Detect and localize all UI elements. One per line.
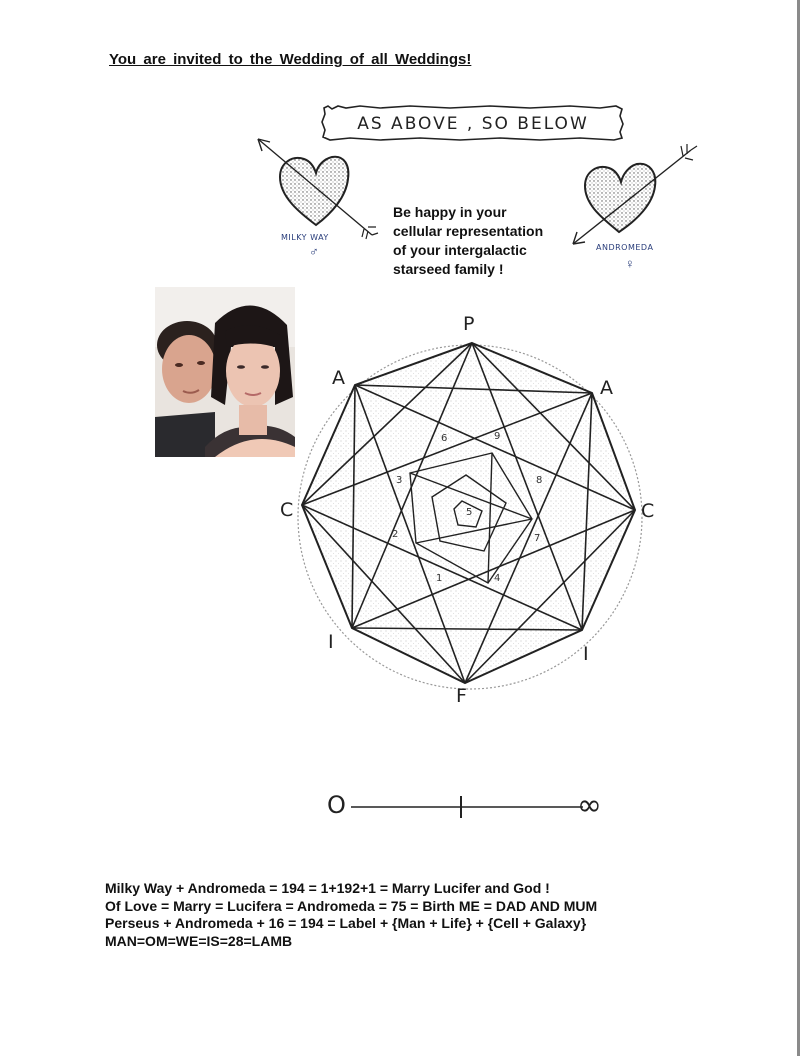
equation-line: Perseus + Andromeda + 16 = 194 = Label + {Man + Life} + {Cell + Galaxy} [105,915,587,931]
equation-line: MAN=OM=WE=IS=28=LAMB [105,932,293,949]
inner-number: 1 [436,573,443,584]
inner-number: 2 [392,529,399,540]
equation-line: Of Love = Marry = Lucifera = Andromeda = 75 = Birth ME = DAD AND MUM [105,897,598,914]
andromeda-label: ANDROMEDA [596,243,654,252]
inner-number: 5 [466,507,473,518]
inner-number: 8 [536,475,543,486]
equation-line: Milky Way + Andromeda = 194 = 1+192+1 = Marry Lucifer and God ! [105,880,550,896]
right-heart-icon [565,140,705,255]
inner-number: 7 [534,533,541,544]
zero-label: O [327,791,346,819]
tagline-line: starseed family ! [393,261,504,277]
male-symbol: ♂ [309,244,319,259]
inner-number: 6 [441,433,448,444]
vertex-label: P [463,313,475,335]
tagline [393,203,583,279]
invitation-heading: You are invited to the Wedding of all Weddings! [109,51,472,68]
inner-number: 4 [494,573,501,584]
vertex-label: I [328,631,334,653]
star-diagram [270,305,670,715]
banner-text: AS ABOVE , SO BELOW [357,114,589,134]
tagline-line: cellular representation [393,223,544,239]
milky-way-label: MILKY WAY [281,233,329,242]
zero-one-infinity-scale [325,790,625,830]
inner-number: 3 [396,475,403,486]
female-symbol: ♀ [625,256,635,271]
infinity-icon: ∞ [577,788,602,823]
inner-number: 9 [494,431,501,442]
footer-equations [105,880,597,950]
left-heart-icon [250,135,390,245]
vertex-label: A [332,367,345,389]
tagline-line: of your intergalactic [393,242,527,258]
vertex-label: F [456,685,467,707]
vertex-label: I [583,643,589,665]
tagline-line: Be happy in your [393,204,507,220]
vertex-label: C [641,500,655,522]
vertex-label: A [600,377,613,399]
vertex-label: C [280,499,294,521]
